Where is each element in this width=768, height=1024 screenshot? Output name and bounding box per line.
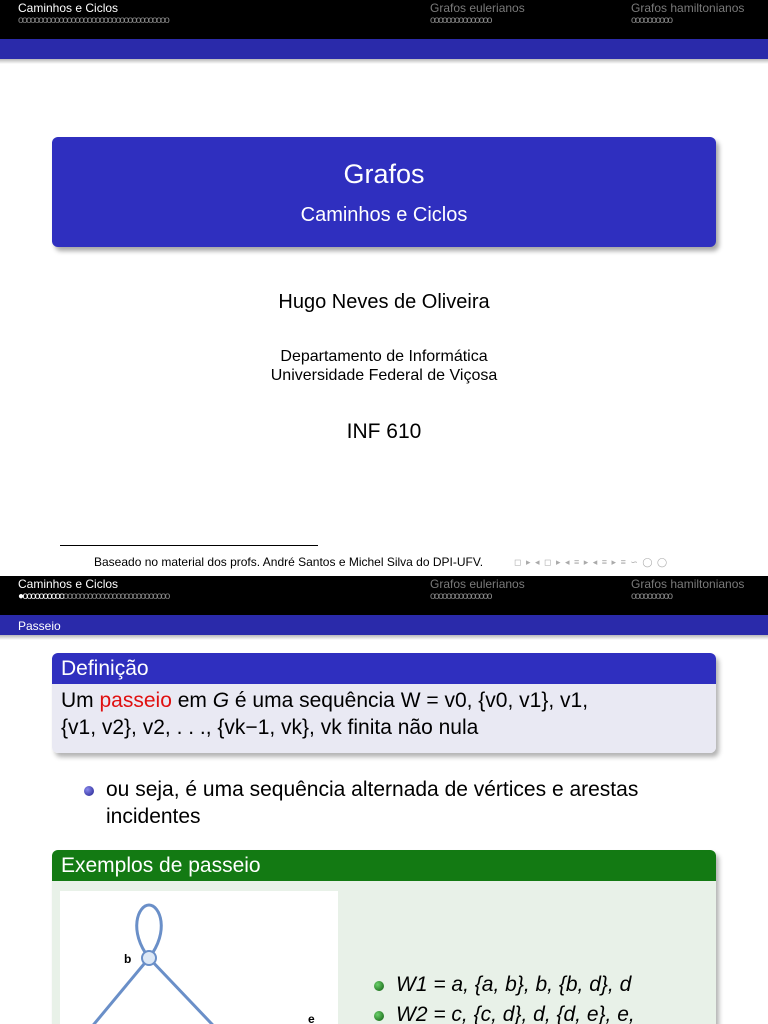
- graph-label-e: e: [308, 1012, 315, 1024]
- definition-line-1: [61, 687, 707, 714]
- slide-passeio: [0, 576, 768, 1024]
- institute: [0, 347, 768, 385]
- graph-label-b: b: [124, 952, 132, 966]
- subsection-title[interactable]: Passeio: [18, 619, 61, 633]
- definition-body: [52, 684, 716, 753]
- example-item-1: [372, 970, 635, 1000]
- example-block: [52, 850, 716, 1024]
- nav-dots-caminhos-2[interactable]: [18, 592, 169, 602]
- subsection-bar-shadow-2: [0, 635, 768, 640]
- example-list: [372, 970, 635, 1024]
- bullet-item: [84, 776, 724, 830]
- nav-section-hamiltonianos[interactable]: Grafos hamiltonianos: [631, 1, 745, 15]
- bullet-text: ou seja, é uma sequência alternada de vértices e arestas incidentes: [106, 778, 639, 828]
- nav-section-eulerianos-2[interactable]: Grafos eulerianos: [430, 577, 525, 591]
- institute-line-2: Universidade Federal de Viçosa: [270, 367, 498, 384]
- nav-section-eulerianos[interactable]: Grafos eulerianos: [430, 1, 525, 15]
- footnote-rule: [60, 545, 318, 546]
- navigation-headline: [0, 0, 768, 39]
- subsection-bar-2: [0, 615, 768, 635]
- footnote: Baseado no material dos profs. André Santos e Michel Silva do DPI-UFV.: [94, 555, 484, 569]
- nav-dots-rest[interactable]: oooooooooooooooooooooooooo: [63, 591, 169, 602]
- graph-drawing: [60, 891, 338, 1024]
- example-text-1: W1 = a, {a, b}, b, {b, d}, d: [396, 973, 632, 996]
- nav-dots-eulerianos[interactable]: ooooooooooooooo: [430, 15, 491, 26]
- definition-rest: é uma sequência W = v0, {v0, v1}, v1,: [229, 689, 589, 712]
- nav-dots-hamiltonianos[interactable]: oooooooooo: [631, 15, 672, 26]
- definition-keyword: passeio: [99, 689, 172, 712]
- author: Hugo Neves de Oliveira: [278, 291, 490, 313]
- nav-section-caminhos[interactable]: Caminhos e Ciclos: [18, 1, 119, 15]
- course-code: INF 610: [346, 420, 422, 443]
- slide-title-text: Grafos: [343, 159, 425, 189]
- nav-dot-current[interactable]: ●oooooooooo: [18, 591, 64, 602]
- definition-prefix: Um: [61, 689, 100, 712]
- example-bullet-icon: [374, 981, 384, 991]
- example-bullet-icon: [374, 1011, 384, 1021]
- definition-line-2: {v1, v2}, v2, . . ., {vk−1, vk}, vk finita não nula: [61, 716, 479, 739]
- example-text-2: W2 = c, {c, d}, d, {d, e}, e,: [396, 1003, 635, 1024]
- definition-title: Definição: [52, 653, 716, 684]
- nav-section-caminhos-2[interactable]: Caminhos e Ciclos: [18, 577, 119, 591]
- example-title: Exemplos de passeio: [52, 850, 716, 881]
- navigation-headline-2: [0, 576, 768, 615]
- beamer-navigation-symbols[interactable]: ◻ ▸ ◂ ◻ ▸ ◂ ≡ ▸ ◂ ≡ ▸ ≡ ∽ ◯ ◯: [514, 557, 669, 567]
- definition-graph-symbol: G: [212, 689, 230, 712]
- definition-mid: em: [171, 689, 213, 712]
- title-box: [52, 137, 716, 247]
- institute-line-1: Departamento de Informática: [280, 348, 488, 365]
- definition-block: [52, 653, 716, 753]
- nav-dots-hamiltonianos-2[interactable]: oooooooooo: [631, 591, 672, 602]
- bullet-icon: [84, 786, 94, 796]
- graph-figure: [60, 891, 338, 1024]
- subsection-bar: [0, 39, 768, 59]
- nav-dots-caminhos[interactable]: ooooooooooooooooooooooooooooooooooooo: [18, 15, 169, 26]
- subsection-bar-shadow: [0, 59, 768, 64]
- nav-section-hamiltonianos-2[interactable]: Grafos hamiltonianos: [631, 577, 745, 591]
- graph-vertex-b: [142, 951, 156, 965]
- nav-dots-eulerianos-2[interactable]: ooooooooooooooo: [430, 591, 491, 602]
- example-item-2: [372, 1000, 635, 1024]
- graph-edge-left: [80, 958, 149, 1024]
- slide-subtitle-text: Caminhos e Ciclos: [300, 204, 468, 226]
- graph-edge-right: [149, 958, 228, 1024]
